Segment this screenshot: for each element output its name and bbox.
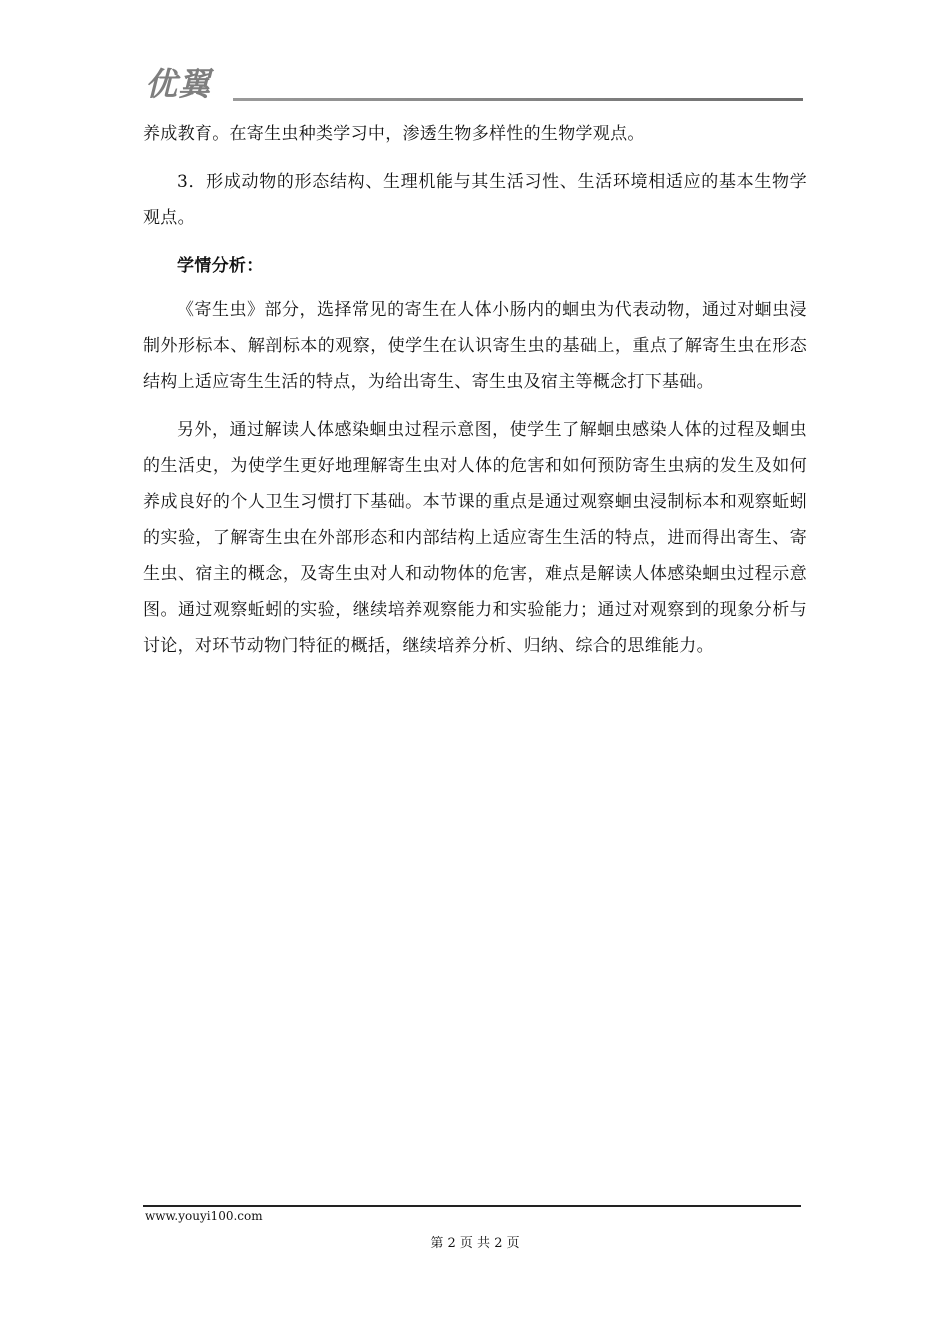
youyi-logo: 优翼 xyxy=(145,65,212,103)
section-heading-analysis: 学情分析： xyxy=(177,256,264,276)
header-divider xyxy=(233,98,803,101)
footer-divider xyxy=(143,1205,801,1207)
paragraph-continued: 养成教育。在寄生虫种类学习中，渗透生物多样性的生物学观点。 xyxy=(143,124,645,144)
paragraph-point-3: 3．形成动物的形态结构、生理机能与其生活习性、生活环境相适应的基本生物学观点。 xyxy=(143,172,807,228)
paragraph-key-points: 另外，通过解读人体感染蛔虫过程示意图，使学生了解蛔虫感染人体的过程及蛔虫的生活史，为使学生更好地理解寄生虫对人体的危害和如何预防寄生虫病的发生及如何养成良好的个人卫生习惯打下基础。本节课的重点是通过观察蛔虫浸制标本和观察蚯蚓的实验，了解寄生虫在外部形态和内部结构上适应寄生生活的特点，进而得出寄生、寄生虫、宿主的概念，及寄生虫对人和动物体的危害，难点是解读人体感染蛔虫过程示意图。通过观察蚯蚓的实验，继续培养观察能力和实验能力；通过对观察到的现象分析与讨论，对环节动物门特征的概括，继续培养分析、归纳、综合的思维能力。 xyxy=(143,420,807,656)
document-body xyxy=(143,116,807,676)
paragraph-parasite-intro: 《寄生虫》部分，选择常见的寄生在人体小肠内的蛔虫为代表动物，通过对蛔虫浸制外形标本、解剖标本的观察，使学生在认识寄生虫的基础上，重点了解寄生虫在形态结构上适应寄生生活的特点，为给出寄生、寄生虫及宿主等概念打下基础。 xyxy=(143,300,807,392)
footer-url[interactable]: www.youyi100.com xyxy=(145,1209,263,1223)
page-header xyxy=(143,62,803,104)
page-number: 第 2 页 共 2 页 xyxy=(430,1236,520,1251)
